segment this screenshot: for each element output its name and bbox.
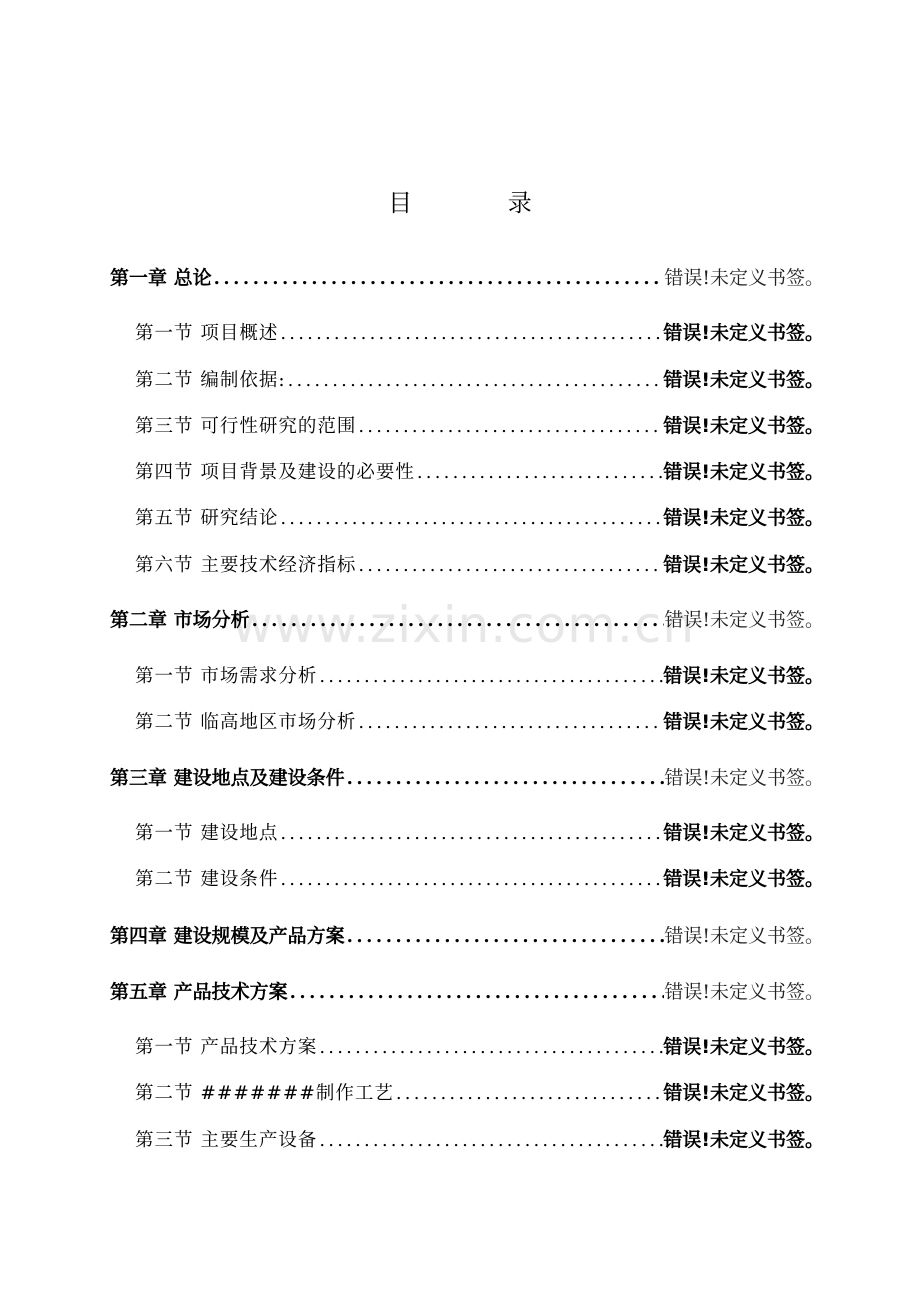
toc-section-entry[interactable] bbox=[135, 1125, 824, 1155]
toc-dot-leader bbox=[356, 708, 663, 737]
toc-section-entry[interactable] bbox=[135, 503, 824, 533]
toc-chapter-entry[interactable] bbox=[110, 263, 824, 293]
toc-page-reference: 错误!未定义书签。 bbox=[664, 981, 824, 1003]
toc-entry-label: 第三节 可行性研究的范围 bbox=[135, 416, 357, 437]
toc-dot-leader bbox=[286, 366, 664, 395]
toc-section-entry[interactable] bbox=[135, 661, 824, 691]
toc-page-reference: 错误!未定义书签。 bbox=[663, 415, 824, 437]
toc-entry-label: 第一节 项目概述 bbox=[135, 323, 279, 344]
toc-section-entry[interactable] bbox=[135, 550, 824, 580]
toc-page-reference: 错误!未定义书签。 bbox=[664, 609, 824, 631]
toc-entry-label: 第二节 临高地区市场分析 bbox=[135, 712, 357, 733]
toc-entry-label: 第五节 研究结论 bbox=[135, 508, 279, 529]
toc-section-entry[interactable] bbox=[135, 864, 824, 894]
toc-page-reference: 错误!未定义书签。 bbox=[663, 322, 824, 344]
toc-dot-leader bbox=[356, 412, 663, 441]
toc-dot-leader bbox=[212, 264, 665, 293]
toc-dot-leader bbox=[317, 1126, 663, 1155]
toc-dot-leader bbox=[278, 865, 663, 894]
toc-dot-leader bbox=[278, 819, 663, 848]
watermark: www.zixin.com.cn bbox=[232, 596, 696, 654]
toc-dot-leader bbox=[250, 606, 665, 635]
toc-page-reference: 错误!未定义书签。 bbox=[663, 554, 824, 576]
toc-dot-leader bbox=[317, 662, 663, 691]
toc-dot-leader bbox=[278, 504, 663, 533]
toc-page-reference: 错误!未定义书签。 bbox=[663, 822, 824, 844]
toc-section-entry[interactable] bbox=[135, 818, 824, 848]
toc-dot-leader bbox=[317, 1033, 663, 1062]
page-title: 目 录 bbox=[388, 189, 576, 217]
toc-entry-label: 第二节 建设条件 bbox=[135, 869, 279, 890]
toc-entry-label: 第五章 产品技术方案 bbox=[110, 981, 288, 1003]
toc-dot-leader bbox=[356, 551, 663, 580]
toc-page-reference: 错误!未定义书签。 bbox=[663, 868, 824, 890]
toc-entry-label: 第四节 项目背景及建设的必要性 bbox=[135, 462, 415, 483]
toc-entry-label: 第二节 编制依据: bbox=[135, 370, 286, 391]
toc-page-reference: 错误!未定义书签。 bbox=[663, 665, 824, 687]
toc-page-reference: 错误!未定义书签。 bbox=[663, 711, 824, 733]
toc-page-reference: 错误!未定义书签。 bbox=[663, 507, 824, 529]
toc-section-entry[interactable] bbox=[135, 318, 824, 348]
toc-page-reference: 错误!未定义书签。 bbox=[664, 767, 824, 789]
toc-dot-leader bbox=[345, 764, 665, 793]
toc-section-entry[interactable] bbox=[135, 365, 824, 395]
toc-section-entry[interactable] bbox=[135, 1078, 824, 1108]
toc-entry-label: 第一节 市场需求分析 bbox=[135, 666, 318, 687]
toc-entry-label: 第一节 建设地点 bbox=[135, 823, 279, 844]
toc-page-reference: 错误!未定义书签。 bbox=[664, 925, 824, 947]
toc-entry-label: 第四章 建设规模及产品方案 bbox=[110, 925, 345, 947]
toc-page-reference: 错误!未定义书签。 bbox=[663, 369, 824, 391]
toc-chapter-entry[interactable] bbox=[110, 605, 824, 635]
toc-section-entry[interactable] bbox=[135, 457, 824, 487]
toc-page-reference: 错误!未定义书签。 bbox=[663, 461, 824, 483]
toc-entry-label: 第一章 总论 bbox=[110, 267, 212, 289]
toc-dot-leader bbox=[394, 1079, 663, 1108]
toc-entry-label: 第一节 产品技术方案 bbox=[135, 1037, 318, 1058]
toc-page-reference: 错误!未定义书签。 bbox=[664, 267, 824, 289]
toc-page-reference: 错误!未定义书签。 bbox=[663, 1082, 824, 1104]
toc-page-reference: 错误!未定义书签。 bbox=[663, 1129, 824, 1151]
toc-dot-leader bbox=[415, 458, 663, 487]
toc-page-reference: 错误!未定义书签。 bbox=[663, 1036, 824, 1058]
toc-dot-leader bbox=[345, 922, 665, 951]
toc-section-entry[interactable] bbox=[135, 411, 824, 441]
toc-entry-label: 第二章 市场分析 bbox=[110, 609, 250, 631]
toc-section-entry[interactable] bbox=[135, 1032, 824, 1062]
toc-chapter-entry[interactable] bbox=[110, 977, 824, 1007]
toc-entry-label: 第二节 #######制作工艺 bbox=[135, 1083, 394, 1104]
toc-entry-label: 第六节 主要技术经济指标 bbox=[135, 555, 357, 576]
toc-dot-leader bbox=[278, 319, 663, 348]
toc-entry-label: 第三节 主要生产设备 bbox=[135, 1130, 318, 1151]
toc-chapter-entry[interactable] bbox=[110, 921, 824, 951]
toc-section-entry[interactable] bbox=[135, 707, 824, 737]
toc-dot-leader bbox=[288, 978, 665, 1007]
toc-chapter-entry[interactable] bbox=[110, 763, 824, 793]
toc-entry-label: 第三章 建设地点及建设条件 bbox=[110, 767, 345, 789]
